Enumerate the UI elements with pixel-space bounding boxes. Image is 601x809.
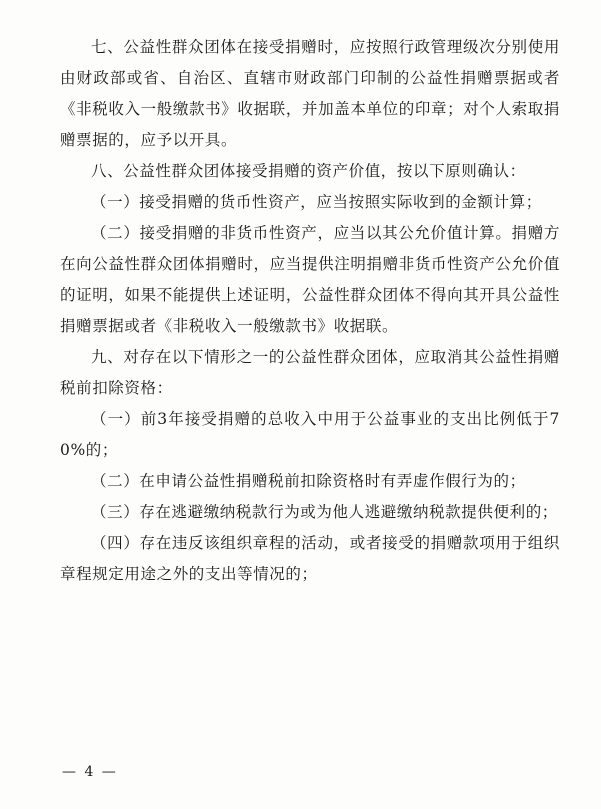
paragraph-article-9-item-1: （一）前3年接受捐赠的总收入中用于公益事业的支出比例低于70%的； xyxy=(60,410,560,459)
paragraph-article-9-item-3: （三）存在逃避缴纳税款行为或为他人逃避缴纳税款提供便利的； xyxy=(91,503,558,521)
page-number: — 4 — xyxy=(62,764,118,780)
paragraph-article-8-item-1: （一）接受捐赠的货币性资产，应当按照实际收到的金额计算； xyxy=(91,193,542,211)
paragraph-article-9-item-4: （四）存在违反该组织章程的活动，或者接受的捐赠款项用于组织章程规定用途之外的支出等情况的； xyxy=(60,534,560,583)
paragraph-article-8: 八、公益性群众团体接受捐赠的资产价值，按以下原则确认： xyxy=(91,162,526,180)
document-body xyxy=(60,32,560,590)
paragraph-article-9: 九、对存在以下情形之一的公益性群众团体，应取消其公益性捐赠税前扣除资格： xyxy=(60,348,560,397)
paragraph-article-8-item-2: （二）接受捐赠的非货币性资产，应当以其公允价值计算。捐赠方在向公益性群众团体捐赠时，应当提供注明捐赠非货币性资产公允价值的证明，如果不能提供上述证明，公益性群众团体不得向其开具公益性捐赠票据或者《非税收入一般缴款书》收据联。 xyxy=(60,224,560,335)
paragraph-article-7: 七、公益性群众团体在接受捐赠时，应按照行政管理级次分别使用由财政部或省、自治区、直辖市财政部门印制的公益性捐赠票据或者《非税收入一般缴款书》收据联，并加盖本单位的印章；对个人索取捐赠票据的，应予以开具。 xyxy=(60,38,560,149)
paragraph-article-9-item-2: （二）在申请公益性捐赠税前扣除资格时有弄虚作假行为的； xyxy=(91,472,526,490)
